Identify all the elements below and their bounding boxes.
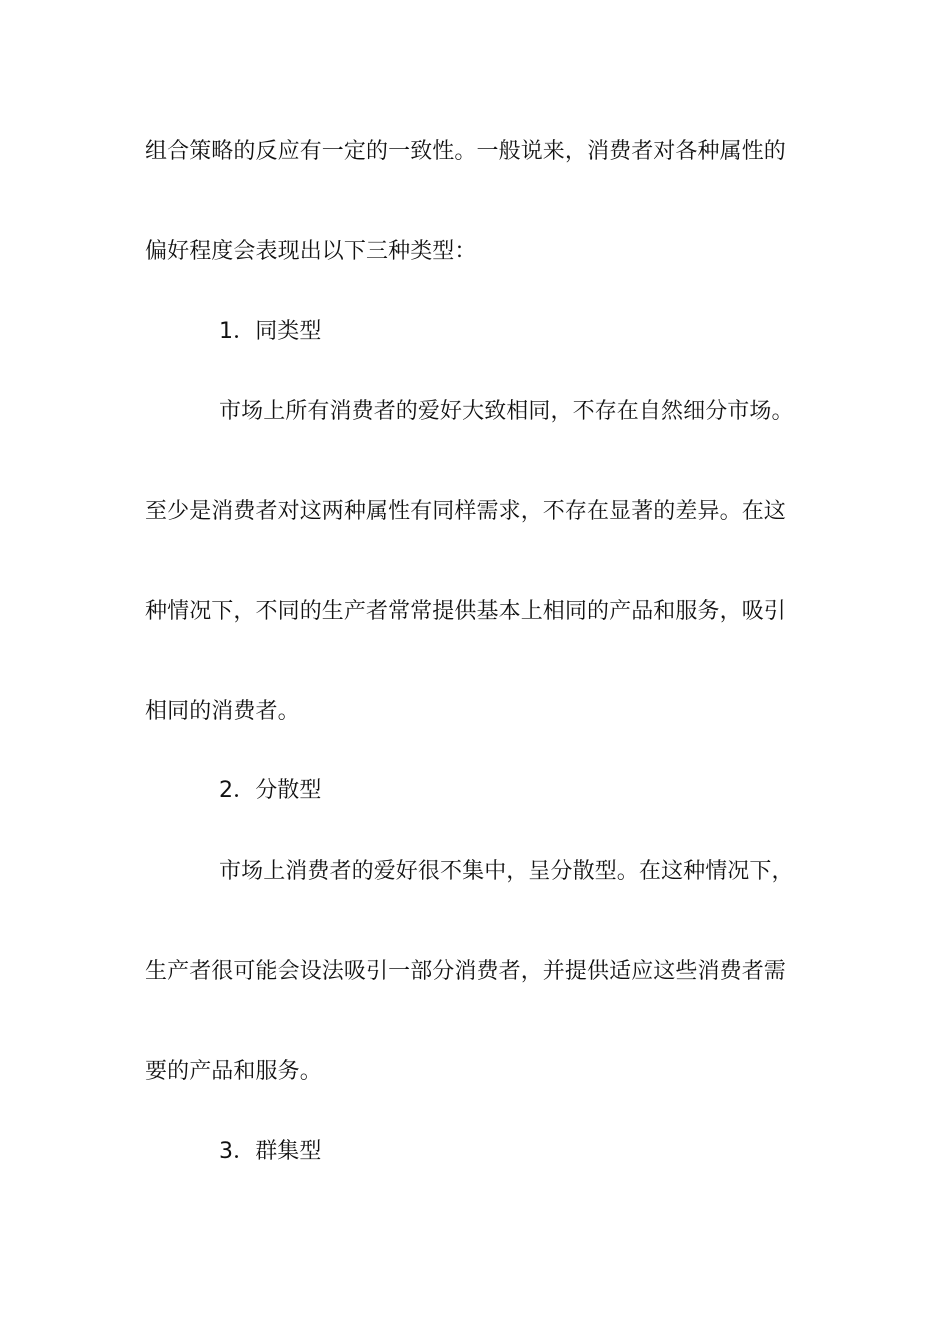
paragraph-line-5: 种情况下，不同的生产者常常提供基本上相同的产品和服务，吸引 <box>145 599 786 624</box>
paragraph-line-9: 要的产品和服务。 <box>145 1059 322 1084</box>
paragraph-line-4: 至少是消费者对这两种属性有同样需求，不存在显著的差异。在这 <box>145 499 786 524</box>
section-heading-3: 3．群集型 <box>219 1139 322 1164</box>
paragraph-line-8: 生产者很可能会设法吸引一部分消费者，并提供适应这些消费者需 <box>145 959 786 984</box>
paragraph-line-6: 相同的消费者。 <box>145 699 300 724</box>
section-heading-1: 1．同类型 <box>219 319 322 344</box>
paragraph-line-3: 市场上所有消费者的爱好大致相同，不存在自然细分市场。 <box>219 399 794 424</box>
paragraph-line-2: 偏好程度会表现出以下三种类型： <box>145 239 477 264</box>
section-heading-2: 2．分散型 <box>219 778 322 803</box>
paragraph-line-1: 组合策略的反应有一定的一致性。一般说来，消费者对各种属性的 <box>145 139 786 164</box>
paragraph-line-7: 市场上消费者的爱好很不集中，呈分散型。在这种情况下， <box>219 859 794 884</box>
